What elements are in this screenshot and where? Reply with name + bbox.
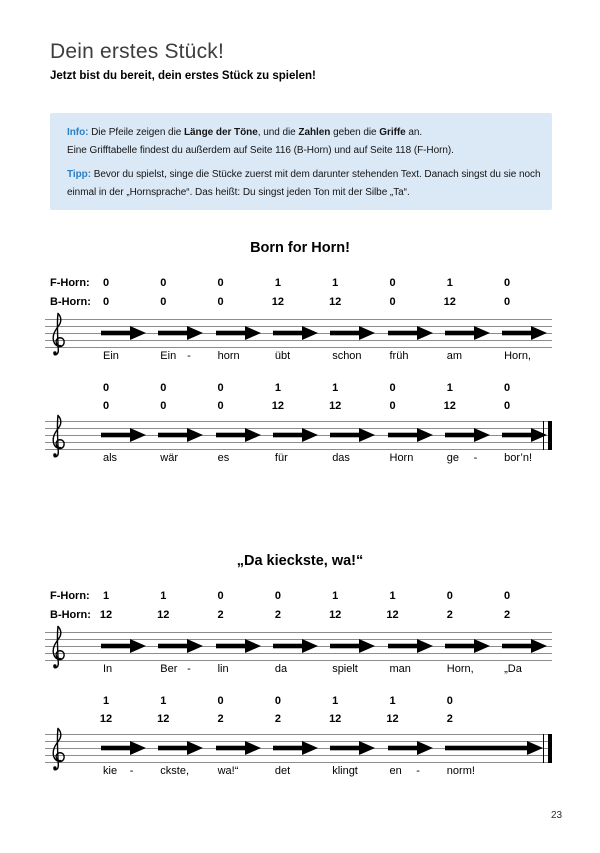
note-arrow — [388, 741, 433, 755]
note-arrow — [330, 741, 375, 755]
lyric-syllable: da — [274, 663, 288, 675]
f-horn-row-label: F-Horn: — [50, 277, 90, 289]
lyric-syllable: als — [103, 452, 118, 464]
lyric-syllable: ckste, — [160, 765, 190, 777]
lyric-syllable: Horn, — [446, 663, 474, 675]
info-line-text: Zahlen — [298, 127, 331, 138]
f-horn-fingering-number: 1 — [274, 277, 281, 289]
f-horn-fingering-number: 1 — [102, 695, 110, 707]
lyric-syllable: Horn — [389, 452, 414, 464]
f-horn-fingering-number: 0 — [217, 382, 224, 394]
info-line-text: Länge der Töne — [183, 127, 258, 138]
note-arrow — [273, 428, 318, 442]
b-horn-fingering-number: 12 — [157, 608, 170, 621]
note-arrow — [445, 639, 490, 653]
info-line-text: einmal in der „Hornsprache“. Das heißt: Du singst jeden Ton mit der Silbe „Ta“. — [67, 187, 410, 198]
note-arrow — [216, 741, 261, 755]
final-barline-thick — [548, 421, 553, 450]
f-horn-fingering-number: 1 — [446, 382, 453, 394]
treble-clef-svg — [47, 414, 66, 460]
lyric-syllable: spielt — [332, 663, 358, 675]
note-arrow — [158, 326, 203, 340]
note-arrow — [502, 428, 547, 442]
f-horn-fingering-number: 1 — [389, 590, 396, 602]
b-horn-fingering-number: 12 — [443, 400, 456, 412]
staff-line — [45, 660, 552, 661]
b-horn-fingering-number: 0 — [389, 295, 396, 308]
treble-clef-svg — [47, 625, 66, 671]
lyric-syllable: Ber — [160, 663, 178, 675]
f-horn-fingering-number: 0 — [446, 590, 453, 602]
note-arrow — [330, 428, 375, 442]
staff-line — [45, 347, 552, 348]
f-horn-fingering-number: 0 — [160, 382, 167, 394]
note-arrow — [388, 428, 433, 442]
f-horn-fingering-number: 1 — [332, 695, 339, 707]
lyric-syllable: lin — [217, 663, 229, 675]
lyric-syllable: det — [274, 765, 291, 777]
staff-line — [45, 449, 552, 450]
info-line-text: an. — [405, 127, 423, 138]
b-horn-fingering-number: 0 — [160, 295, 167, 308]
page-number: 23 — [551, 810, 563, 821]
note-arrow — [388, 326, 433, 340]
treble-clef-icon — [47, 727, 66, 773]
f-horn-fingering-number: 0 — [102, 382, 110, 394]
note-arrow — [502, 326, 547, 340]
treble-clef-icon — [47, 312, 66, 358]
note-arrow — [273, 741, 318, 755]
b-horn-fingering-number: 12 — [329, 400, 342, 412]
f-horn-fingering-number: 0 — [504, 277, 511, 289]
b-horn-fingering-number: 0 — [160, 400, 167, 412]
piece — [0, 240, 600, 540]
note-arrow — [216, 639, 261, 653]
b-horn-fingering-number: 12 — [329, 608, 342, 621]
info-line-label: Info: — [67, 127, 89, 138]
info-line-text: Bevor du spielst, singe die Stücke zuerst mit dem darunter stehenden Text. Danach singst du sie noch — [91, 169, 541, 180]
info-line — [67, 166, 541, 184]
lyric-syllable: am — [446, 350, 463, 362]
b-horn-fingering-number: 2 — [446, 713, 453, 725]
info-line-text: Die Pfeile zeigen die — [88, 127, 184, 138]
lyric-syllable: klingt — [332, 765, 358, 777]
lyric-hyphen: - — [473, 452, 478, 464]
lyric-syllable: wär — [160, 452, 179, 464]
b-horn-fingering-number: 12 — [386, 608, 399, 621]
lyric-syllable: Horn, — [504, 350, 531, 362]
final-barline-thin — [543, 734, 545, 763]
lyric-syllable: ge — [446, 452, 460, 464]
b-horn-fingering-number: 12 — [329, 713, 342, 725]
lyric-syllable: übt — [274, 350, 291, 362]
f-horn-fingering-number: 0 — [504, 382, 511, 394]
lyric-syllable: das — [332, 452, 350, 464]
note-arrow — [445, 428, 490, 442]
note-arrow — [158, 428, 203, 442]
b-horn-fingering-number: 0 — [504, 400, 511, 412]
f-horn-fingering-number: 0 — [217, 590, 224, 602]
lyric-syllable: „Da — [504, 663, 522, 675]
b-horn-fingering-number: 2 — [446, 608, 453, 621]
f-horn-fingering-number: 0 — [274, 590, 281, 602]
staff-line — [45, 421, 552, 422]
info-line-text: , und die — [257, 127, 299, 138]
b-horn-fingering-number: 12 — [443, 295, 456, 308]
lyric-syllable: für — [274, 452, 288, 464]
lyric-syllable: en — [389, 765, 402, 777]
b-horn-fingering-number: 12 — [329, 295, 342, 308]
f-horn-fingering-number: 1 — [332, 590, 339, 602]
info-line-label: Tipp: — [67, 169, 92, 180]
f-horn-fingering-number: 0 — [102, 277, 110, 289]
f-horn-fingering-number: 0 — [504, 590, 511, 602]
note-arrow — [101, 741, 146, 755]
lyric-hyphen: - — [416, 765, 420, 777]
b-horn-fingering-number: 12 — [271, 400, 285, 412]
staff-line — [45, 734, 552, 735]
lyric-syllable: man — [389, 663, 411, 675]
b-horn-fingering-number: 12 — [386, 713, 399, 725]
page-title: Dein erstes Stück! — [50, 40, 224, 63]
b-horn-row-label: B-Horn: — [50, 608, 91, 621]
b-horn-row-label: B-Horn: — [50, 295, 91, 308]
note-arrow — [273, 639, 318, 653]
b-horn-fingering-number: 0 — [102, 400, 110, 412]
note-arrow — [445, 741, 543, 755]
staff-line — [45, 319, 552, 320]
note-arrow — [101, 326, 146, 340]
lyric-syllable: bor’n! — [504, 452, 533, 464]
b-horn-fingering-number: 0 — [217, 400, 224, 412]
lyric-syllable: kie — [103, 765, 118, 777]
final-barline-thick — [548, 734, 553, 763]
treble-clef-icon — [47, 414, 66, 460]
final-barline-thin — [543, 421, 545, 450]
staff — [45, 319, 552, 348]
info-line-text: Eine Grifftabelle findest du außerdem auf Seite 116 (B-Horn) und auf Seite 118 (F-Horn). — [67, 145, 454, 156]
note-arrow — [445, 326, 490, 340]
f-horn-fingering-number: 0 — [389, 382, 396, 394]
b-horn-fingering-number: 2 — [217, 608, 224, 621]
lyric-syllable: wa!“ — [217, 765, 239, 777]
info-line-text: Griffe — [379, 127, 406, 138]
piece-title: „Da kieckste, wa!“ — [236, 553, 364, 569]
f-horn-fingering-number: 0 — [217, 695, 224, 707]
b-horn-fingering-number: 2 — [274, 713, 281, 725]
info-line — [67, 142, 536, 160]
f-horn-row-label: F-Horn: — [50, 590, 90, 602]
f-horn-fingering-number: 0 — [217, 277, 224, 289]
page-subtitle: Jetzt bist du bereit, dein erstes Stück zu spielen! — [50, 70, 316, 82]
f-horn-fingering-number: 1 — [332, 277, 339, 289]
lyric-syllable: In — [103, 663, 113, 675]
lyric-syllable: norm! — [446, 765, 475, 777]
note-arrow — [502, 639, 547, 653]
b-horn-fingering-number: 12 — [157, 713, 170, 725]
staff — [45, 421, 552, 450]
treble-clef-icon — [47, 625, 66, 671]
lyric-syllable: schon — [332, 350, 362, 362]
staff-line — [45, 762, 552, 763]
staff — [45, 632, 552, 661]
lyric-syllable: Ein — [160, 350, 177, 362]
staff-line — [45, 632, 552, 633]
lyric-syllable: horn — [217, 350, 240, 362]
b-horn-fingering-number: 2 — [504, 608, 511, 621]
note-arrow — [273, 326, 318, 340]
info-box — [50, 113, 552, 210]
b-horn-fingering-number: 0 — [102, 295, 110, 308]
info-line-text: geben die — [330, 127, 380, 138]
f-horn-fingering-number: 1 — [160, 590, 167, 602]
note-arrow — [388, 639, 433, 653]
f-horn-fingering-number: 0 — [160, 277, 167, 289]
lyric-syllable: es — [217, 452, 230, 464]
f-horn-fingering-number: 1 — [446, 277, 453, 289]
f-horn-fingering-number: 1 — [160, 695, 167, 707]
note-arrow — [216, 326, 261, 340]
note-arrow — [330, 326, 375, 340]
note-arrow — [216, 428, 261, 442]
info-line — [67, 184, 536, 202]
b-horn-fingering-number: 0 — [217, 295, 224, 308]
lyric-hyphen: - — [187, 663, 191, 675]
note-arrow — [158, 639, 203, 653]
lyric-syllable: Ein — [103, 350, 119, 362]
f-horn-fingering-number: 1 — [274, 382, 281, 394]
f-horn-fingering-number: 0 — [274, 695, 281, 707]
b-horn-fingering-number: 0 — [389, 400, 396, 412]
b-horn-fingering-number: 2 — [274, 608, 281, 621]
piece — [0, 553, 600, 853]
note-arrow — [101, 428, 146, 442]
info-line — [67, 124, 536, 142]
note-arrow — [330, 639, 375, 653]
f-horn-fingering-number: 1 — [102, 590, 110, 602]
lyric-hyphen: - — [187, 350, 191, 362]
b-horn-fingering-number: 12 — [271, 295, 285, 308]
b-horn-fingering-number: 12 — [99, 608, 113, 621]
staff — [45, 734, 552, 763]
b-horn-fingering-number: 2 — [217, 713, 224, 725]
note-arrow — [158, 741, 203, 755]
b-horn-fingering-number: 0 — [504, 295, 511, 308]
f-horn-fingering-number: 0 — [389, 277, 396, 289]
note-arrow — [101, 639, 146, 653]
piece-title: Born for Horn! — [250, 240, 350, 256]
b-horn-fingering-number: 12 — [99, 713, 113, 725]
treble-clef-svg — [47, 727, 66, 773]
treble-clef-svg — [47, 312, 66, 358]
lyric-hyphen: - — [129, 765, 134, 777]
f-horn-fingering-number: 1 — [389, 695, 396, 707]
lyric-syllable: früh — [389, 350, 409, 362]
f-horn-fingering-number: 1 — [332, 382, 339, 394]
f-horn-fingering-number: 0 — [446, 695, 453, 707]
